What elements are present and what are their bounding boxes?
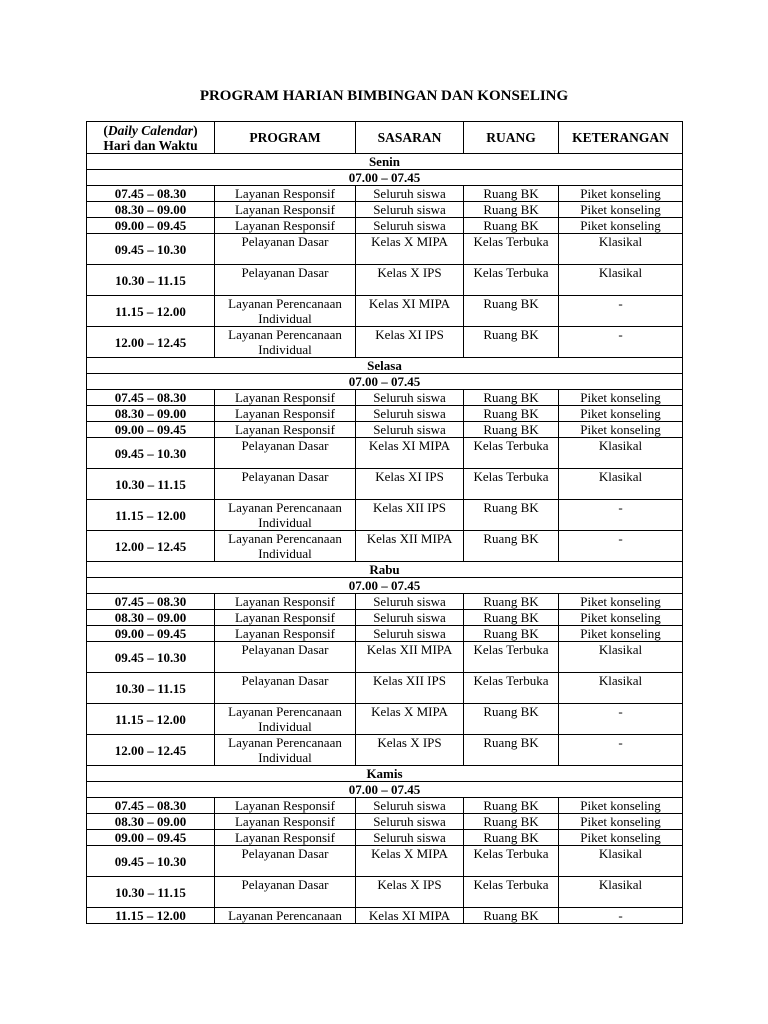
table-row [87,594,683,610]
header-keterangan: KETERANGAN [559,122,683,154]
program-cell: Pelayanan Dasar [215,438,356,469]
opening-time-row [87,374,683,390]
keterangan-cell: Piket konseling [559,594,683,610]
ruang-cell: Ruang BK [464,798,559,814]
table-row [87,908,683,924]
keterangan-cell: - [559,296,683,327]
program-cell: Layanan Responsif [215,814,356,830]
program-cell: Pelayanan Dasar [215,265,356,296]
program-cell: Pelayanan Dasar [215,877,356,908]
keterangan-cell: Piket konseling [559,186,683,202]
keterangan-cell: Klasikal [559,234,683,265]
table-row [87,642,683,673]
ruang-cell: Ruang BK [464,406,559,422]
sasaran-cell: Kelas X IPS [356,735,464,766]
sasaran-cell: Seluruh siswa [356,422,464,438]
keterangan-cell: Piket konseling [559,390,683,406]
keterangan-cell: Klasikal [559,877,683,908]
keterangan-cell: Klasikal [559,642,683,673]
day-name: Senin [87,154,683,170]
keterangan-cell: - [559,327,683,358]
table-row [87,438,683,469]
time-cell: 09.00 – 09.45 [87,830,215,846]
keterangan-cell: Piket konseling [559,202,683,218]
time-cell: 09.45 – 10.30 [87,438,215,469]
ruang-cell: Ruang BK [464,531,559,562]
time-cell: 07.45 – 08.30 [87,186,215,202]
program-cell: Layanan Responsif [215,406,356,422]
opening-time: 07.00 – 07.45 [87,374,683,390]
table-row [87,704,683,735]
time-cell: 10.30 – 11.15 [87,673,215,704]
sasaran-cell: Kelas X IPS [356,877,464,908]
program-cell: Layanan Perencanaan Individual [215,704,356,735]
sasaran-cell: Kelas XI MIPA [356,296,464,327]
program-cell: Pelayanan Dasar [215,234,356,265]
ruang-cell: Ruang BK [464,202,559,218]
sasaran-cell: Kelas XI IPS [356,469,464,500]
table-row [87,469,683,500]
sasaran-cell: Kelas XI MIPA [356,438,464,469]
time-cell: 09.45 – 10.30 [87,234,215,265]
sasaran-cell: Kelas XII MIPA [356,642,464,673]
program-cell: Pelayanan Dasar [215,469,356,500]
keterangan-cell: Klasikal [559,438,683,469]
keterangan-cell: - [559,500,683,531]
table-row [87,610,683,626]
time-cell: 12.00 – 12.45 [87,531,215,562]
keterangan-cell: Piket konseling [559,814,683,830]
opening-time-row [87,782,683,798]
ruang-cell: Ruang BK [464,327,559,358]
program-cell: Layanan Perencanaan Individual [215,500,356,531]
keterangan-cell: Piket konseling [559,406,683,422]
keterangan-cell: Klasikal [559,469,683,500]
ruang-cell: Ruang BK [464,830,559,846]
ruang-cell: Ruang BK [464,735,559,766]
sasaran-cell: Seluruh siswa [356,814,464,830]
table-row [87,531,683,562]
table-row [87,735,683,766]
day-row [87,154,683,170]
keterangan-cell: - [559,704,683,735]
ruang-cell: Ruang BK [464,704,559,735]
ruang-cell: Kelas Terbuka [464,877,559,908]
opening-time-row [87,170,683,186]
header-daily-calendar: Daily Calendar [107,122,194,138]
program-cell: Layanan Responsif [215,186,356,202]
time-cell: 12.00 – 12.45 [87,735,215,766]
sasaran-cell: Kelas XI MIPA [356,908,464,924]
keterangan-cell: Piket konseling [559,626,683,642]
time-cell: 07.45 – 08.30 [87,594,215,610]
keterangan-cell: - [559,735,683,766]
time-cell: 07.45 – 08.30 [87,798,215,814]
sasaran-cell: Kelas X MIPA [356,704,464,735]
table-row [87,814,683,830]
sasaran-cell: Kelas X MIPA [356,234,464,265]
day-name: Rabu [87,562,683,578]
time-cell: 10.30 – 11.15 [87,469,215,500]
table-row [87,830,683,846]
sasaran-cell: Seluruh siswa [356,798,464,814]
keterangan-cell: Klasikal [559,846,683,877]
program-cell: Layanan Responsif [215,218,356,234]
table-row [87,186,683,202]
time-cell: 08.30 – 09.00 [87,814,215,830]
ruang-cell: Kelas Terbuka [464,846,559,877]
ruang-cell: Ruang BK [464,610,559,626]
sasaran-cell: Kelas X MIPA [356,846,464,877]
ruang-cell: Ruang BK [464,218,559,234]
sasaran-cell: Kelas XII IPS [356,673,464,704]
page-title: PROGRAM HARIAN BIMBINGAN DAN KONSELING [199,88,569,104]
table-row [87,202,683,218]
program-cell: Layanan Responsif [215,830,356,846]
ruang-cell: Ruang BK [464,626,559,642]
table-row [87,500,683,531]
table-row [87,265,683,296]
ruang-cell: Ruang BK [464,814,559,830]
sasaran-cell: Kelas XII MIPA [356,531,464,562]
table-row [87,877,683,908]
ruang-cell: Ruang BK [464,296,559,327]
opening-time: 07.00 – 07.45 [87,782,683,798]
program-cell: Layanan Perencanaan Individual [215,531,356,562]
keterangan-cell: Piket konseling [559,422,683,438]
sasaran-cell: Seluruh siswa [356,202,464,218]
ruang-cell: Kelas Terbuka [464,265,559,296]
header-hari-waktu: Hari dan Waktu [103,137,198,153]
table-row [87,626,683,642]
ruang-cell: Ruang BK [464,594,559,610]
program-cell: Pelayanan Dasar [215,642,356,673]
ruang-cell: Kelas Terbuka [464,673,559,704]
ruang-cell: Ruang BK [464,500,559,531]
time-cell: 12.00 – 12.45 [87,327,215,358]
sasaran-cell: Seluruh siswa [356,830,464,846]
time-cell: 11.15 – 12.00 [87,296,215,327]
keterangan-cell: Piket konseling [559,830,683,846]
table-header-row [87,122,683,154]
sasaran-cell: Kelas XI IPS [356,327,464,358]
ruang-cell: Ruang BK [464,186,559,202]
program-cell: Layanan Perencanaan Individual [215,735,356,766]
table-row [87,422,683,438]
ruang-cell: Kelas Terbuka [464,438,559,469]
ruang-cell: Kelas Terbuka [464,234,559,265]
table-row [87,846,683,877]
time-cell: 11.15 – 12.00 [87,704,215,735]
sasaran-cell: Seluruh siswa [356,218,464,234]
header-program: PROGRAM [215,122,356,154]
program-cell: Layanan Responsif [215,798,356,814]
header-day-time [87,122,215,154]
opening-time-row [87,578,683,594]
program-cell: Layanan Perencanaan Individual [215,327,356,358]
keterangan-cell: - [559,908,683,924]
table-row [87,234,683,265]
time-cell: 09.00 – 09.45 [87,218,215,234]
sasaran-cell: Seluruh siswa [356,610,464,626]
program-cell: Layanan Responsif [215,390,356,406]
time-cell: 10.30 – 11.15 [87,265,215,296]
table-row [87,327,683,358]
program-cell: Pelayanan Dasar [215,673,356,704]
schedule-table [86,121,683,924]
sasaran-cell: Kelas X IPS [356,265,464,296]
header-paren-open: ( [103,122,108,138]
opening-time: 07.00 – 07.45 [87,170,683,186]
program-cell: Layanan Responsif [215,626,356,642]
ruang-cell: Ruang BK [464,422,559,438]
header-ruang: RUANG [464,122,559,154]
sasaran-cell: Seluruh siswa [356,626,464,642]
sasaran-cell: Seluruh siswa [356,406,464,422]
header-sasaran: SASARAN [356,122,464,154]
day-name: Kamis [87,766,683,782]
sasaran-cell: Seluruh siswa [356,390,464,406]
table-row [87,218,683,234]
program-cell: Layanan Responsif [215,202,356,218]
time-cell: 11.15 – 12.00 [87,908,215,924]
table-row [87,673,683,704]
day-row [87,358,683,374]
sasaran-cell: Seluruh siswa [356,594,464,610]
ruang-cell: Ruang BK [464,908,559,924]
day-row [87,766,683,782]
program-cell: Layanan Responsif [215,610,356,626]
program-cell: Layanan Perencanaan [215,908,356,924]
time-cell: 11.15 – 12.00 [87,500,215,531]
sasaran-cell: Seluruh siswa [356,186,464,202]
keterangan-cell: Piket konseling [559,218,683,234]
time-cell: 07.45 – 08.30 [87,390,215,406]
opening-time: 07.00 – 07.45 [87,578,683,594]
table-row [87,406,683,422]
time-cell: 10.30 – 11.15 [87,877,215,908]
table-row [87,798,683,814]
program-cell: Layanan Responsif [215,594,356,610]
time-cell: 09.00 – 09.45 [87,626,215,642]
time-cell: 09.00 – 09.45 [87,422,215,438]
time-cell: 09.45 – 10.30 [87,846,215,877]
schedule-body [87,154,683,924]
ruang-cell: Kelas Terbuka [464,469,559,500]
program-cell: Layanan Responsif [215,422,356,438]
keterangan-cell: Piket konseling [559,798,683,814]
program-cell: Pelayanan Dasar [215,846,356,877]
ruang-cell: Ruang BK [464,390,559,406]
sasaran-cell: Kelas XII IPS [356,500,464,531]
ruang-cell: Kelas Terbuka [464,642,559,673]
table-row [87,390,683,406]
time-cell: 09.45 – 10.30 [87,642,215,673]
program-cell: Layanan Perencanaan Individual [215,296,356,327]
keterangan-cell: - [559,531,683,562]
time-cell: 08.30 – 09.00 [87,202,215,218]
day-name: Selasa [87,358,683,374]
header-paren-close: ) [193,122,198,138]
day-row [87,562,683,578]
keterangan-cell: Klasikal [559,265,683,296]
keterangan-cell: Klasikal [559,673,683,704]
keterangan-cell: Piket konseling [559,610,683,626]
time-cell: 08.30 – 09.00 [87,406,215,422]
time-cell: 08.30 – 09.00 [87,610,215,626]
table-row [87,296,683,327]
